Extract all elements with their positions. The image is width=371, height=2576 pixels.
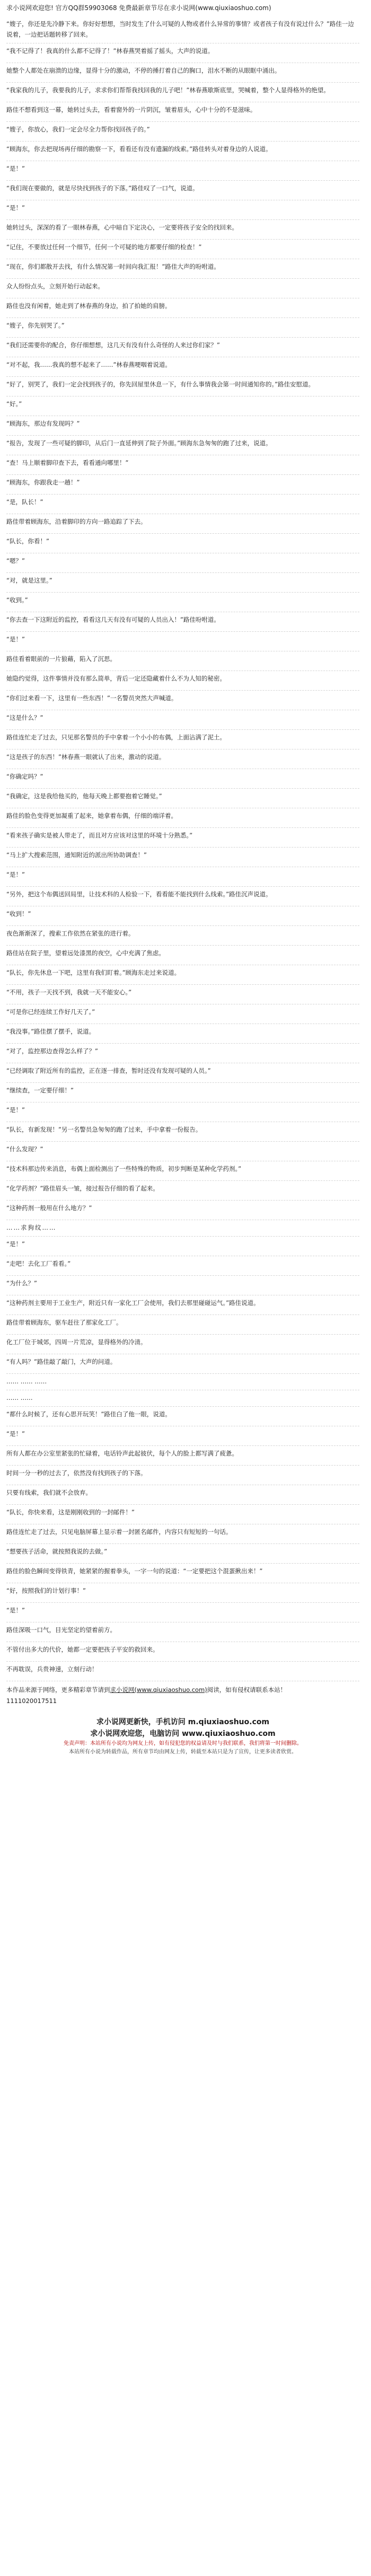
paragraph: “收到！” — [6, 906, 359, 926]
paragraph: 不再耽误，兵贵神速，立刻行动！ — [6, 1662, 359, 1681]
paragraph: “队长，有新发现！”另一名警员急匆匆的跑了过来，手中拿着一份报告。 — [6, 1122, 359, 1142]
paragraph: “嫂子，你放心，我们一定会尽全力帮你找回孩子的。” — [6, 122, 359, 142]
paragraph: “是！” — [6, 1237, 359, 1256]
paragraph: “嗯？” — [6, 553, 359, 573]
separator: …… …… — [6, 1390, 359, 1407]
paragraph: 路佳连忙走了过去，只见那名警员的手中拿着一个小小的布偶，上面沾满了泥土。 — [6, 730, 359, 749]
paragraph: 路佳也没有闲着，她走到了林春燕的身边，拍了拍她的肩膀。 — [6, 298, 359, 318]
paragraph: “查！马上顺着脚印查下去，看看通向哪里！” — [6, 455, 359, 475]
paragraph: 路佳不想看到这一幕，她转过头去，看着窗外的一片阴沉，皱着眉头，心中十分的不是滋味。 — [6, 102, 359, 122]
paragraph: “是！” — [6, 632, 359, 651]
paragraph: 她转过头，深深的看了一眼林春燕，心中暗自下定决心，一定要将孩子安全的找回来。 — [6, 220, 359, 240]
paragraph: “有人吗？”路佳敲了敲门，大声的问道。 — [6, 1354, 359, 1374]
paragraph: “不用，孩子一天找不到，我就一天不能安心。” — [6, 985, 359, 1004]
paragraph: “这种药剂一般用在什么地方？” — [6, 1201, 359, 1220]
paragraph: 夜色渐渐深了，搜索工作依然在紧张的进行着。 — [6, 926, 359, 946]
source-note-suffix: 阅读，如有侵权请联系本站！ — [207, 1686, 287, 1693]
paragraph: 不管付出多大的代价，她都一定要把孩子平安的救回来。 — [6, 1642, 359, 1662]
paragraph: “你确定吗？” — [6, 769, 359, 789]
separator: ……求狗纹…… — [6, 1220, 359, 1237]
paragraph: “是！” — [6, 1426, 359, 1446]
paragraph: “想要孩子活命，就按照我说的去做。” — [6, 1544, 359, 1564]
paragraph: 路佳站在院子里，望着远处漆黑的夜空，心中充满了焦虑。 — [6, 946, 359, 965]
paragraph: “你们过来看一下，这里有一些东西！”一名警员突然大声喊道。 — [6, 691, 359, 710]
paragraph: “是！” — [6, 1603, 359, 1622]
paragraph: “我们现在要做的，就是尽快找到孩子的下落。”路佳叹了一口气，说道。 — [6, 181, 359, 200]
paragraph: “什么发现？” — [6, 1142, 359, 1161]
paragraph: 只要有线索，我们就不会放弃。 — [6, 1485, 359, 1505]
paragraph: “化学药剂？”路佳眉头一皱，接过报告仔细的看了起来。 — [6, 1181, 359, 1201]
paragraph: “是！” — [6, 867, 359, 887]
paragraph: 她整个人都处在崩溃的边缘，显得十分的激动，不停的捶打着自己的胸口，泪水不断的从眼眶中涌出。 — [6, 63, 359, 83]
paragraph: “记住，不要放过任何一个细节，任何一个可疑的地方都要仔细的检查！” — [6, 240, 359, 259]
site-header: 求小说网欢迎您! 官方QQ群59903068 免费最新章节尽在求小说网(www.qiuxiaoshuo.com) — [6, 4, 271, 12]
paragraph: 路佳看着眼前的一片狼藉，陷入了沉思。 — [6, 651, 359, 671]
content-lower — [6, 1407, 359, 1681]
paragraph: 路佳连忙走了过去，只见电脑屏幕上显示着一封匿名邮件，内容只有短短的一句话。 — [6, 1524, 359, 1544]
paragraph: 路佳的脸色瞬间变得铁青，她紧紧的握着拳头，一字一句的说道：“一定要把这个混蛋揪出来！” — [6, 1564, 359, 1583]
paragraph: 路佳带着顾海东，驱车赶往了那家化工厂。 — [6, 1315, 359, 1335]
paragraph: “嫂子，你还是先冷静下来。你好好想想，当时发生了什么可疑的人物或者什么异常的事情？或者孩子有没有说过什么？”路佳一边说着，一边把话题转移了回来。 — [6, 16, 359, 43]
paragraph: 化工厂位于城郊，四周一片荒凉，显得格外的冷清。 — [6, 1335, 359, 1354]
paragraph: “我没事。”路佳摆了摆手，说道。 — [6, 1024, 359, 1044]
paragraph: “对不起，我……我真的想不起来了……”林春燕哽咽着说道。 — [6, 357, 359, 377]
paragraph: “对了，监控那边查得怎么样了？” — [6, 1044, 359, 1063]
paragraph: “顾海东，你去把现场再仔细的勘察一下，看看还有没有遗漏的线索。”路佳转头对着身边的人说道。 — [6, 142, 359, 161]
paragraph: 她隐约觉得，这件事情并没有那么简单，背后一定还隐藏着什么不为人知的秘密。 — [6, 671, 359, 691]
paragraph: “是！” — [6, 200, 359, 220]
paragraph: “为什么？” — [6, 1276, 359, 1295]
paragraph: “都什么时候了，还有心思开玩笑！”路佳白了他一眼，说道。 — [6, 1407, 359, 1426]
source-note-prefix: 本作品来源于网络，更多精彩章节请到 — [6, 1686, 110, 1693]
paragraph: “我家我的儿子，我要我的儿子，求求你们帮帮我找回我的儿子吧！”林春燕歇斯底里，哭喊着，整个人显得格外的绝望。 — [6, 83, 359, 102]
id-number: 1111020017511 — [6, 1697, 57, 1705]
paragraph: “报告，发现了一些可疑的脚印，从后门一直延伸到了院子外面。”顾海东急匆匆的跑了过来，说道。 — [6, 436, 359, 455]
paragraph: “好。” — [6, 396, 359, 416]
paragraph: “这种药剂主要用于工业生产，附近只有一家化工厂会使用，我们去那里碰碰运气。”路佳说道。 — [6, 1295, 359, 1315]
paragraph: “是！” — [6, 1102, 359, 1122]
paragraph: 时间一分一秒的过去了，依然没有找到孩子的下落。 — [6, 1466, 359, 1485]
paragraph: “是！” — [6, 161, 359, 181]
paragraph: 所有人都在办公室里紧张的忙碌着，电话铃声此起彼伏，每个人的脸上都写满了疲惫。 — [6, 1446, 359, 1466]
paragraph: 路佳深吸一口气，目光坚定的望着前方。 — [6, 1622, 359, 1642]
paragraph: “技术科那边传来消息，布偶上面检测出了一些特殊的物质，初步判断是某种化学药剂。” — [6, 1161, 359, 1181]
paragraph: “马上扩大搜索范围，通知附近的派出所协助调查！” — [6, 848, 359, 867]
paragraph: “走吧！去化工厂看看。” — [6, 1256, 359, 1276]
paragraph: “好了，别哭了，我们一定会找到孩子的，你先回屋里休息一下，有什么事情我会第一时间通知你的。”路佳安慰道。 — [6, 377, 359, 396]
paragraph: “好，按照我们的计划行事！” — [6, 1583, 359, 1603]
paragraph: 路佳带着顾海东，沿着脚印的方向一路追踪了下去。 — [6, 514, 359, 534]
content-middle — [6, 1237, 359, 1374]
paragraph: “队长，你快来看，这是刚刚收到的一封邮件！” — [6, 1505, 359, 1524]
paragraph: “队长，你先休息一下吧，这里有我们盯着。”顾海东走过来说道。 — [6, 965, 359, 985]
separator: …… …… …… — [6, 1374, 359, 1390]
paragraph: “对，就是这里。” — [6, 573, 359, 593]
paragraph: 众人纷纷点头，立刻开始行动起来。 — [6, 279, 359, 298]
paragraph: “收到。” — [6, 593, 359, 612]
source-note — [6, 1684, 359, 1695]
content-body — [6, 16, 359, 1220]
paragraph: “这是孩子的东西！”林春燕一眼就认了出来，激动的说道。 — [6, 749, 359, 769]
paragraph: “顾海东，那边有发现吗？” — [6, 416, 359, 436]
paragraph: “我确定，这是我给他买的，他每天晚上都要抱着它睡觉。” — [6, 789, 359, 808]
promo-desktop: 求小说网欢迎您，电脑访问 www.qiuxiaoshuo.com — [90, 1730, 276, 1738]
paragraph: “我们还需要你的配合，你仔细想想，这几天有没有什么奇怪的人来过你们家？” — [6, 338, 359, 357]
paragraph: “是，队长！” — [6, 495, 359, 514]
paragraph: “你去查一下这附近的监控，看看这几天有没有可疑的人员出入！”路佳吩咐道。 — [6, 612, 359, 632]
paragraph: “顾海东，你跟我走一趟！” — [6, 475, 359, 495]
promo-disclaimer: 免责声明：本站所有小说均为网友上传，如有侵犯您的权益请及时与我们联系，我们将第一时间删除。 — [64, 1741, 302, 1746]
site-link[interactable]: 求小说网(www.qiuxiaoshuo.com) — [110, 1686, 207, 1693]
paragraph: “这是什么？” — [6, 710, 359, 730]
paragraph: “队长，你看！” — [6, 534, 359, 553]
promo-block — [6, 1716, 359, 1757]
paragraph: “我不记得了！我真的什么都不记得了！”林春燕哭着摇了摇头，大声的说道。 — [6, 43, 359, 63]
paragraph: 路佳的脸色变得更加凝重了起来，她拿着布偶，仔细的端详着。 — [6, 808, 359, 828]
paragraph: “现在，你们都散开去找，有什么情况第一时间向我汇报！”路佳大声的吩咐道。 — [6, 259, 359, 279]
promo-mobile: 求小说网更新快，手机访问 m.qiuxiaoshuo.com — [96, 1718, 270, 1726]
paragraph: “另外，把这个布偶送回局里，让技术科的人检验一下，看看能不能找到什么线索。”路佳沉声说道。 — [6, 887, 359, 906]
paragraph: “嫂子，你先别哭了。” — [6, 318, 359, 338]
paragraph: “可是你已经连续工作好几天了。” — [6, 1004, 359, 1024]
paragraph: “已经调取了附近所有的监控，正在逐一排查，暂时还没有发现可疑的人员。” — [6, 1063, 359, 1083]
paragraph: “继续查，一定要仔细！” — [6, 1083, 359, 1102]
paragraph: “看来孩子确实是被人带走了，而且对方应该对这里的环境十分熟悉。” — [6, 828, 359, 848]
promo-notice: 本站所有小说为转载作品，所有章节均由网友上传，转载至本站只是为了宣传，让更多读者欣赏。 — [69, 1749, 297, 1755]
